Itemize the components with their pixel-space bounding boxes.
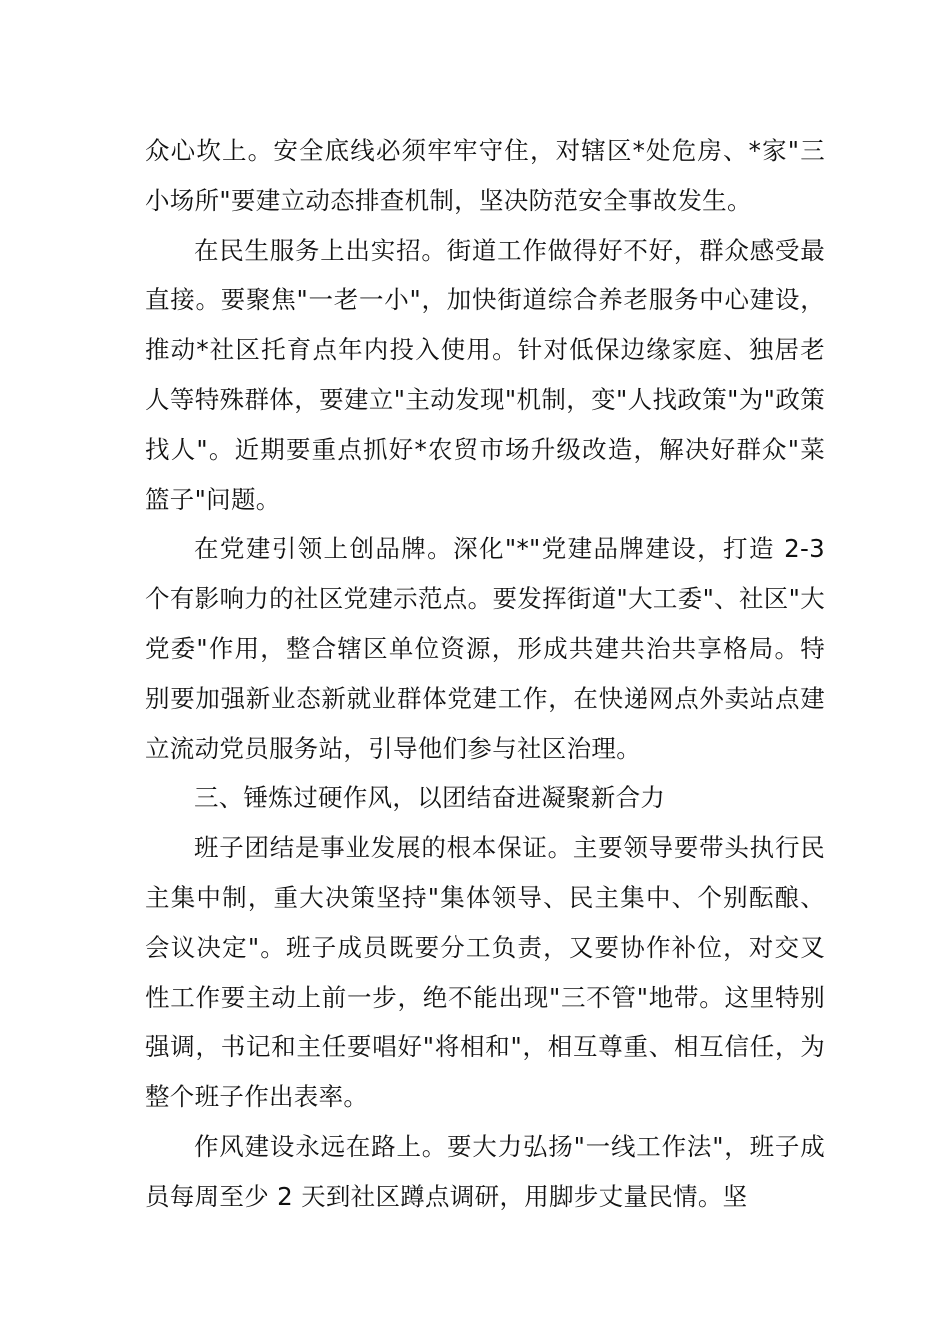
paragraph-party-building: 在党建引领上创品牌。深化"*"党建品牌建设，打造 2-3 个有影响力的社区党建示范点。要发挥街道"大工委"、社区"大党委"作用，整合辖区单位资源，形成共建共治共享格局。特别要加强新业态新就业群体党建工作，在快递网点外卖站点建立流动党员服务站，引导他们参与社区治理。 (145, 534, 825, 763)
paragraph-team-unity: 班子团结是事业发展的根本保证。主要领导要带头执行民主集中制，重大决策坚持"集体领导、民主集中、个别酝酿、会议决定"。班子成员既要分工负责，又要协作补位，对交叉性工作要主动上前一步，绝不能出现"三不管"地带。这里特别强调，书记和主任要唱好"将相和"，相互尊重、相互信任，为整个班子作出表率。 (145, 833, 825, 1112)
paragraph-continuation: 众心坎上。安全底线必须牢牢守住，对辖区*处危房、*家"三小场所"要建立动态排查机制，坚决防范安全事故发生。 (145, 136, 825, 215)
section-heading-three: 三、锤炼过硬作风，以团结奋进凝聚新合力 (194, 783, 666, 813)
document-body (145, 126, 825, 1222)
paragraph-work-style: 作风建设永远在路上。要大力弘扬"一线工作法"，班子成员每周至少 2 天到社区蹲点调研，用脚步丈量民情。坚 (145, 1131, 825, 1211)
paragraph-livelihood-services: 在民生服务上出实招。街道工作做得好不好，群众感受最直接。要聚焦"一老一小"，加快街道综合养老服务中心建设，推动*社区托育点年内投入使用。针对低保边缘家庭、独居老人等特殊群体，要建立"主动发现"机制，变"人找政策"为"政策找人"。近期要重点抓好*农贸市场升级改造，解决好群众"菜篮子"问题。 (145, 235, 825, 514)
